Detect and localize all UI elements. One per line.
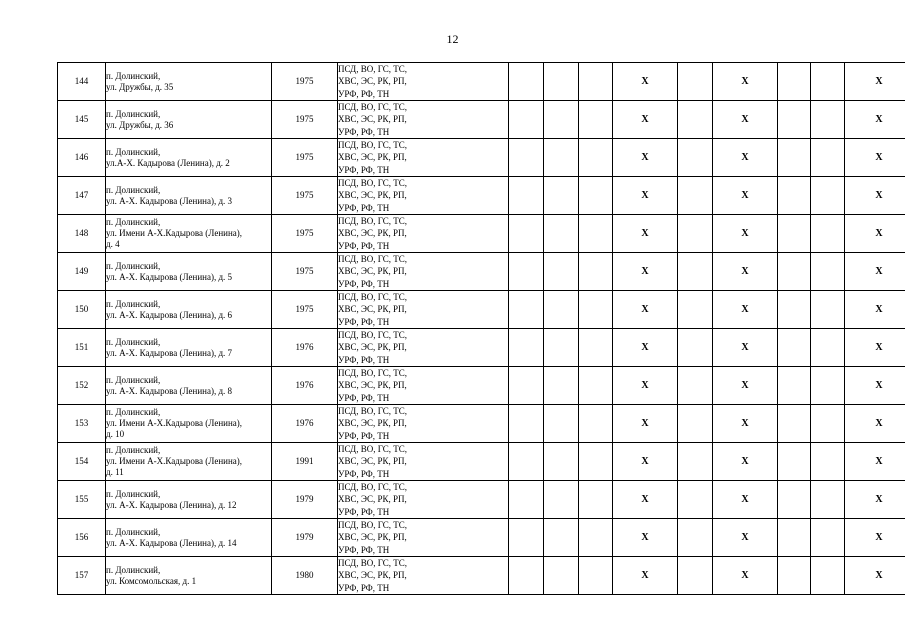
mark-cell xyxy=(778,101,811,139)
row-number: 148 xyxy=(58,215,106,253)
works-line: ПСД, ВО, ГС, ТС, xyxy=(338,178,408,189)
mark-cell xyxy=(778,139,811,177)
mark-cell xyxy=(544,329,579,367)
year-cell: 1979 xyxy=(272,481,338,519)
address-line: ул. Дружбы, д. 35 xyxy=(106,81,174,92)
works-line: ХВС, ЭС, РК, РП, xyxy=(338,266,407,277)
mark-cell xyxy=(544,367,579,405)
year-cell: 1976 xyxy=(272,329,338,367)
mark-cell xyxy=(811,177,845,215)
address-line: ул. А-Х. Кадырова (Ленина), д. 8 xyxy=(106,385,233,396)
mark-cell: X xyxy=(845,405,905,443)
table-row xyxy=(58,367,905,405)
works-line: ПСД, ВО, ГС, ТС, xyxy=(338,368,408,379)
year-cell: 1975 xyxy=(272,101,338,139)
address-cell xyxy=(106,253,272,291)
mark-cell xyxy=(509,215,544,253)
mark-cell xyxy=(579,367,613,405)
mark-cell xyxy=(778,329,811,367)
address-line: ул.А-Х. Кадырова (Ленина), д. 2 xyxy=(106,157,230,168)
mark-cell: X xyxy=(713,405,778,443)
address-cell xyxy=(106,481,272,519)
year-cell: 1975 xyxy=(272,253,338,291)
mark-cell xyxy=(811,291,845,329)
works-line: УРФ, РФ, ТН xyxy=(338,392,390,403)
row-number: 144 xyxy=(58,63,106,101)
mark-cell: X xyxy=(613,101,678,139)
mark-cell: X xyxy=(613,405,678,443)
address-line: п. Долинский, xyxy=(106,526,161,537)
mark-cell xyxy=(509,405,544,443)
year-cell: 1976 xyxy=(272,367,338,405)
works-cell xyxy=(338,177,509,215)
address-cell xyxy=(106,367,272,405)
address-cell xyxy=(106,139,272,177)
mark-cell xyxy=(509,139,544,177)
works-cell xyxy=(338,291,509,329)
works-cell xyxy=(338,63,509,101)
works-line: ХВС, ЭС, РК, РП, xyxy=(338,570,407,581)
mark-cell: X xyxy=(613,329,678,367)
works-line: ХВС, ЭС, РК, РП, xyxy=(338,190,407,201)
mark-cell: X xyxy=(713,177,778,215)
address-cell xyxy=(106,329,272,367)
mark-cell xyxy=(778,519,811,557)
works-line: ПСД, ВО, ГС, ТС, xyxy=(338,254,408,265)
mark-cell xyxy=(509,63,544,101)
works-line: УРФ, РФ, ТН xyxy=(338,544,390,555)
row-number: 150 xyxy=(58,291,106,329)
table-row xyxy=(58,519,905,557)
row-number: 157 xyxy=(58,557,106,595)
works-line: ХВС, ЭС, РК, РП, xyxy=(338,532,407,543)
works-line: УРФ, РФ, ТН xyxy=(338,506,390,517)
address-line: ул. Имени А-Х.Кадырова (Ленина), xyxy=(106,228,243,238)
mark-cell: X xyxy=(845,139,905,177)
mark-cell: X xyxy=(613,63,678,101)
mark-cell xyxy=(811,101,845,139)
works-cell xyxy=(338,215,509,253)
works-cell xyxy=(338,139,509,177)
mark-cell xyxy=(678,557,713,595)
mark-cell xyxy=(678,329,713,367)
works-line: ПСД, ВО, ГС, ТС, xyxy=(338,102,408,113)
mark-cell: X xyxy=(713,557,778,595)
works-line: УРФ, РФ, ТН xyxy=(338,278,390,289)
mark-cell xyxy=(544,177,579,215)
table-row xyxy=(58,139,905,177)
mark-cell xyxy=(678,215,713,253)
mark-cell: X xyxy=(845,519,905,557)
mark-cell xyxy=(678,519,713,557)
page-number: 12 xyxy=(446,32,459,46)
table-row xyxy=(58,443,905,481)
works-line: ПСД, ВО, ГС, ТС, xyxy=(338,520,408,531)
mark-cell xyxy=(509,291,544,329)
works-line: ПСД, ВО, ГС, ТС, xyxy=(338,216,408,227)
works-cell xyxy=(338,557,509,595)
works-cell xyxy=(338,329,509,367)
mark-cell xyxy=(811,557,845,595)
mark-cell xyxy=(579,405,613,443)
works-line: УРФ, РФ, ТН xyxy=(338,202,390,213)
mark-cell xyxy=(678,481,713,519)
mark-cell: X xyxy=(713,367,778,405)
table-row xyxy=(58,405,905,443)
works-line: УРФ, РФ, ТН xyxy=(338,582,390,593)
mark-cell xyxy=(509,253,544,291)
mark-cell xyxy=(509,519,544,557)
row-number: 149 xyxy=(58,253,106,291)
works-cell xyxy=(338,443,509,481)
mark-cell xyxy=(678,177,713,215)
address-line: ул. А-Х. Кадырова (Ленина), д. 3 xyxy=(106,195,233,206)
row-number: 153 xyxy=(58,405,106,443)
mark-cell xyxy=(811,329,845,367)
works-line: ПСД, ВО, ГС, ТС, xyxy=(338,444,408,455)
mark-cell xyxy=(778,253,811,291)
mark-cell: X xyxy=(613,557,678,595)
works-line: ХВС, ЭС, РК, РП, xyxy=(338,342,407,353)
mark-cell xyxy=(544,519,579,557)
mark-cell: X xyxy=(845,177,905,215)
mark-cell: X xyxy=(845,101,905,139)
address-line: п. Долинский, xyxy=(106,217,161,227)
mark-cell xyxy=(579,329,613,367)
mark-cell: X xyxy=(845,63,905,101)
works-line: ПСД, ВО, ГС, ТС, xyxy=(338,292,408,303)
works-line: ХВС, ЭС, РК, РП, xyxy=(338,228,407,239)
address-line: п. Долинский, xyxy=(106,336,161,347)
mark-cell xyxy=(544,443,579,481)
address-line: п. Долинский, xyxy=(106,407,161,417)
mark-cell: X xyxy=(613,481,678,519)
address-cell xyxy=(106,177,272,215)
mark-cell xyxy=(579,557,613,595)
mark-cell: X xyxy=(713,519,778,557)
mark-cell xyxy=(544,481,579,519)
mark-cell: X xyxy=(613,291,678,329)
address-line: ул. А-Х. Кадырова (Ленина), д. 6 xyxy=(106,309,233,320)
mark-cell: X xyxy=(713,139,778,177)
mark-cell xyxy=(811,481,845,519)
row-number: 145 xyxy=(58,101,106,139)
mark-cell xyxy=(509,481,544,519)
table-row xyxy=(58,101,905,139)
table-body xyxy=(58,63,905,595)
year-cell: 1975 xyxy=(272,215,338,253)
mark-cell xyxy=(509,329,544,367)
works-line: ПСД, ВО, ГС, ТС, xyxy=(338,482,408,493)
mark-cell xyxy=(811,139,845,177)
mark-cell: X xyxy=(613,215,678,253)
mark-cell: X xyxy=(713,215,778,253)
mark-cell: X xyxy=(613,139,678,177)
works-line: УРФ, РФ, ТН xyxy=(338,126,390,137)
mark-cell: X xyxy=(613,443,678,481)
mark-cell xyxy=(778,405,811,443)
mark-cell xyxy=(678,291,713,329)
mark-cell: X xyxy=(613,367,678,405)
address-line: ул. А-Х. Кадырова (Ленина), д. 14 xyxy=(106,537,237,548)
address-line: ул. Имени А-Х.Кадырова (Ленина), xyxy=(106,456,243,466)
mark-cell xyxy=(678,253,713,291)
mark-cell xyxy=(678,139,713,177)
table-row xyxy=(58,481,905,519)
housing-works-table xyxy=(57,62,905,595)
mark-cell xyxy=(544,291,579,329)
address-line: д. 10 xyxy=(106,429,125,439)
mark-cell xyxy=(678,443,713,481)
works-cell xyxy=(338,253,509,291)
address-line: п. Долинский, xyxy=(106,445,161,455)
mark-cell xyxy=(811,215,845,253)
works-line: УРФ, РФ, ТН xyxy=(338,88,390,99)
address-cell xyxy=(106,101,272,139)
mark-cell xyxy=(579,101,613,139)
works-line: ХВС, ЭС, РК, РП, xyxy=(338,494,407,505)
works-line: ПСД, ВО, ГС, ТС, xyxy=(338,330,408,341)
address-line: ул. А-Х. Кадырова (Ленина), д. 12 xyxy=(106,499,237,510)
mark-cell xyxy=(579,177,613,215)
address-line: п. Долинский, xyxy=(106,70,161,81)
mark-cell: X xyxy=(613,519,678,557)
works-cell xyxy=(338,519,509,557)
mark-cell: X xyxy=(845,481,905,519)
mark-cell xyxy=(579,481,613,519)
works-line: ПСД, ВО, ГС, ТС, xyxy=(338,406,408,417)
mark-cell xyxy=(579,519,613,557)
mark-cell: X xyxy=(845,215,905,253)
address-line: д. 11 xyxy=(106,467,124,477)
mark-cell: X xyxy=(845,367,905,405)
mark-cell xyxy=(509,557,544,595)
mark-cell xyxy=(544,405,579,443)
mark-cell xyxy=(579,139,613,177)
works-line: ХВС, ЭС, РК, РП, xyxy=(338,418,407,429)
address-line: ул. А-Х. Кадырова (Ленина), д. 7 xyxy=(106,347,233,358)
mark-cell xyxy=(778,367,811,405)
address-line: п. Долинский, xyxy=(106,488,161,499)
works-line: ХВС, ЭС, РК, РП, xyxy=(338,152,407,163)
row-number: 155 xyxy=(58,481,106,519)
mark-cell xyxy=(579,253,613,291)
mark-cell xyxy=(509,177,544,215)
row-number: 147 xyxy=(58,177,106,215)
year-cell: 1979 xyxy=(272,519,338,557)
works-cell xyxy=(338,481,509,519)
mark-cell xyxy=(544,101,579,139)
mark-cell: X xyxy=(845,557,905,595)
works-line: ПСД, ВО, ГС, ТС, xyxy=(338,140,408,151)
works-line: УРФ, РФ, ТН xyxy=(338,164,390,175)
mark-cell xyxy=(678,63,713,101)
address-cell xyxy=(106,557,272,595)
row-number: 146 xyxy=(58,139,106,177)
mark-cell xyxy=(544,215,579,253)
mark-cell xyxy=(579,63,613,101)
mark-cell xyxy=(778,291,811,329)
address-line: п. Долинский, xyxy=(106,260,161,271)
year-cell: 1975 xyxy=(272,63,338,101)
mark-cell xyxy=(678,101,713,139)
mark-cell xyxy=(509,367,544,405)
address-cell xyxy=(106,443,272,481)
row-number: 152 xyxy=(58,367,106,405)
address-line: ул. Имени А-Х.Кадырова (Ленина), xyxy=(106,418,243,428)
works-line: ХВС, ЭС, РК, РП, xyxy=(338,380,407,391)
mark-cell xyxy=(811,63,845,101)
address-line: п. Долинский, xyxy=(106,374,161,385)
mark-cell xyxy=(778,63,811,101)
mark-cell: X xyxy=(613,253,678,291)
works-line: ПСД, ВО, ГС, ТС, xyxy=(338,558,408,569)
year-cell: 1980 xyxy=(272,557,338,595)
row-number: 151 xyxy=(58,329,106,367)
year-cell: 1975 xyxy=(272,139,338,177)
mark-cell xyxy=(544,139,579,177)
address-cell xyxy=(106,215,272,253)
mark-cell xyxy=(811,405,845,443)
works-cell xyxy=(338,101,509,139)
works-line: УРФ, РФ, ТН xyxy=(338,430,390,441)
mark-cell xyxy=(778,215,811,253)
address-line: п. Долинский, xyxy=(106,564,161,575)
address-line: п. Долинский, xyxy=(106,184,161,195)
table-row xyxy=(58,329,905,367)
table-row xyxy=(58,63,905,101)
mark-cell: X xyxy=(713,329,778,367)
table-row xyxy=(58,177,905,215)
mark-cell: X xyxy=(845,253,905,291)
year-cell: 1976 xyxy=(272,405,338,443)
table-row xyxy=(58,291,905,329)
year-cell: 1975 xyxy=(272,291,338,329)
mark-cell: X xyxy=(845,443,905,481)
works-line: ХВС, ЭС, РК, РП, xyxy=(338,304,407,315)
mark-cell xyxy=(544,557,579,595)
works-line: ПСД, ВО, ГС, ТС, xyxy=(338,64,408,75)
table-row xyxy=(58,215,905,253)
address-line: п. Долинский, xyxy=(106,108,161,119)
mark-cell xyxy=(544,63,579,101)
mark-cell xyxy=(544,253,579,291)
table-row xyxy=(58,253,905,291)
address-line: п. Долинский, xyxy=(106,146,161,157)
address-cell xyxy=(106,291,272,329)
works-line: ХВС, ЭС, РК, РП, xyxy=(338,114,407,125)
mark-cell xyxy=(579,291,613,329)
mark-cell xyxy=(778,557,811,595)
mark-cell xyxy=(509,443,544,481)
mark-cell xyxy=(778,177,811,215)
address-cell xyxy=(106,519,272,557)
mark-cell: X xyxy=(713,481,778,519)
mark-cell: X xyxy=(713,63,778,101)
mark-cell xyxy=(811,519,845,557)
mark-cell: X xyxy=(713,101,778,139)
mark-cell xyxy=(778,443,811,481)
mark-cell: X xyxy=(613,177,678,215)
address-cell xyxy=(106,63,272,101)
mark-cell: X xyxy=(713,443,778,481)
address-line: п. Долинский, xyxy=(106,298,161,309)
works-line: ХВС, ЭС, РК, РП, xyxy=(338,76,407,87)
works-line: УРФ, РФ, ТН xyxy=(338,240,390,251)
works-line: УРФ, РФ, ТН xyxy=(338,316,390,327)
works-line: УРФ, РФ, ТН xyxy=(338,468,390,479)
works-line: УРФ, РФ, ТН xyxy=(338,354,390,365)
address-line: ул. Комсомольская, д. 1 xyxy=(106,575,197,586)
mark-cell: X xyxy=(713,291,778,329)
mark-cell xyxy=(579,215,613,253)
works-cell xyxy=(338,405,509,443)
address-line: ул. А-Х. Кадырова (Ленина), д. 5 xyxy=(106,271,233,282)
address-line: ул. Дружбы, д. 36 xyxy=(106,119,174,130)
mark-cell xyxy=(579,443,613,481)
mark-cell xyxy=(811,253,845,291)
address-line: д. 4 xyxy=(106,239,120,249)
table-row xyxy=(58,557,905,595)
mark-cell xyxy=(509,101,544,139)
mark-cell xyxy=(811,367,845,405)
year-cell: 1991 xyxy=(272,443,338,481)
mark-cell xyxy=(678,405,713,443)
year-cell: 1975 xyxy=(272,177,338,215)
mark-cell xyxy=(678,367,713,405)
row-number: 154 xyxy=(58,443,106,481)
works-cell xyxy=(338,367,509,405)
row-number: 156 xyxy=(58,519,106,557)
mark-cell xyxy=(811,443,845,481)
mark-cell xyxy=(778,481,811,519)
mark-cell: X xyxy=(713,253,778,291)
works-line: ХВС, ЭС, РК, РП, xyxy=(338,456,407,467)
mark-cell: X xyxy=(845,291,905,329)
mark-cell: X xyxy=(845,329,905,367)
address-cell xyxy=(106,405,272,443)
